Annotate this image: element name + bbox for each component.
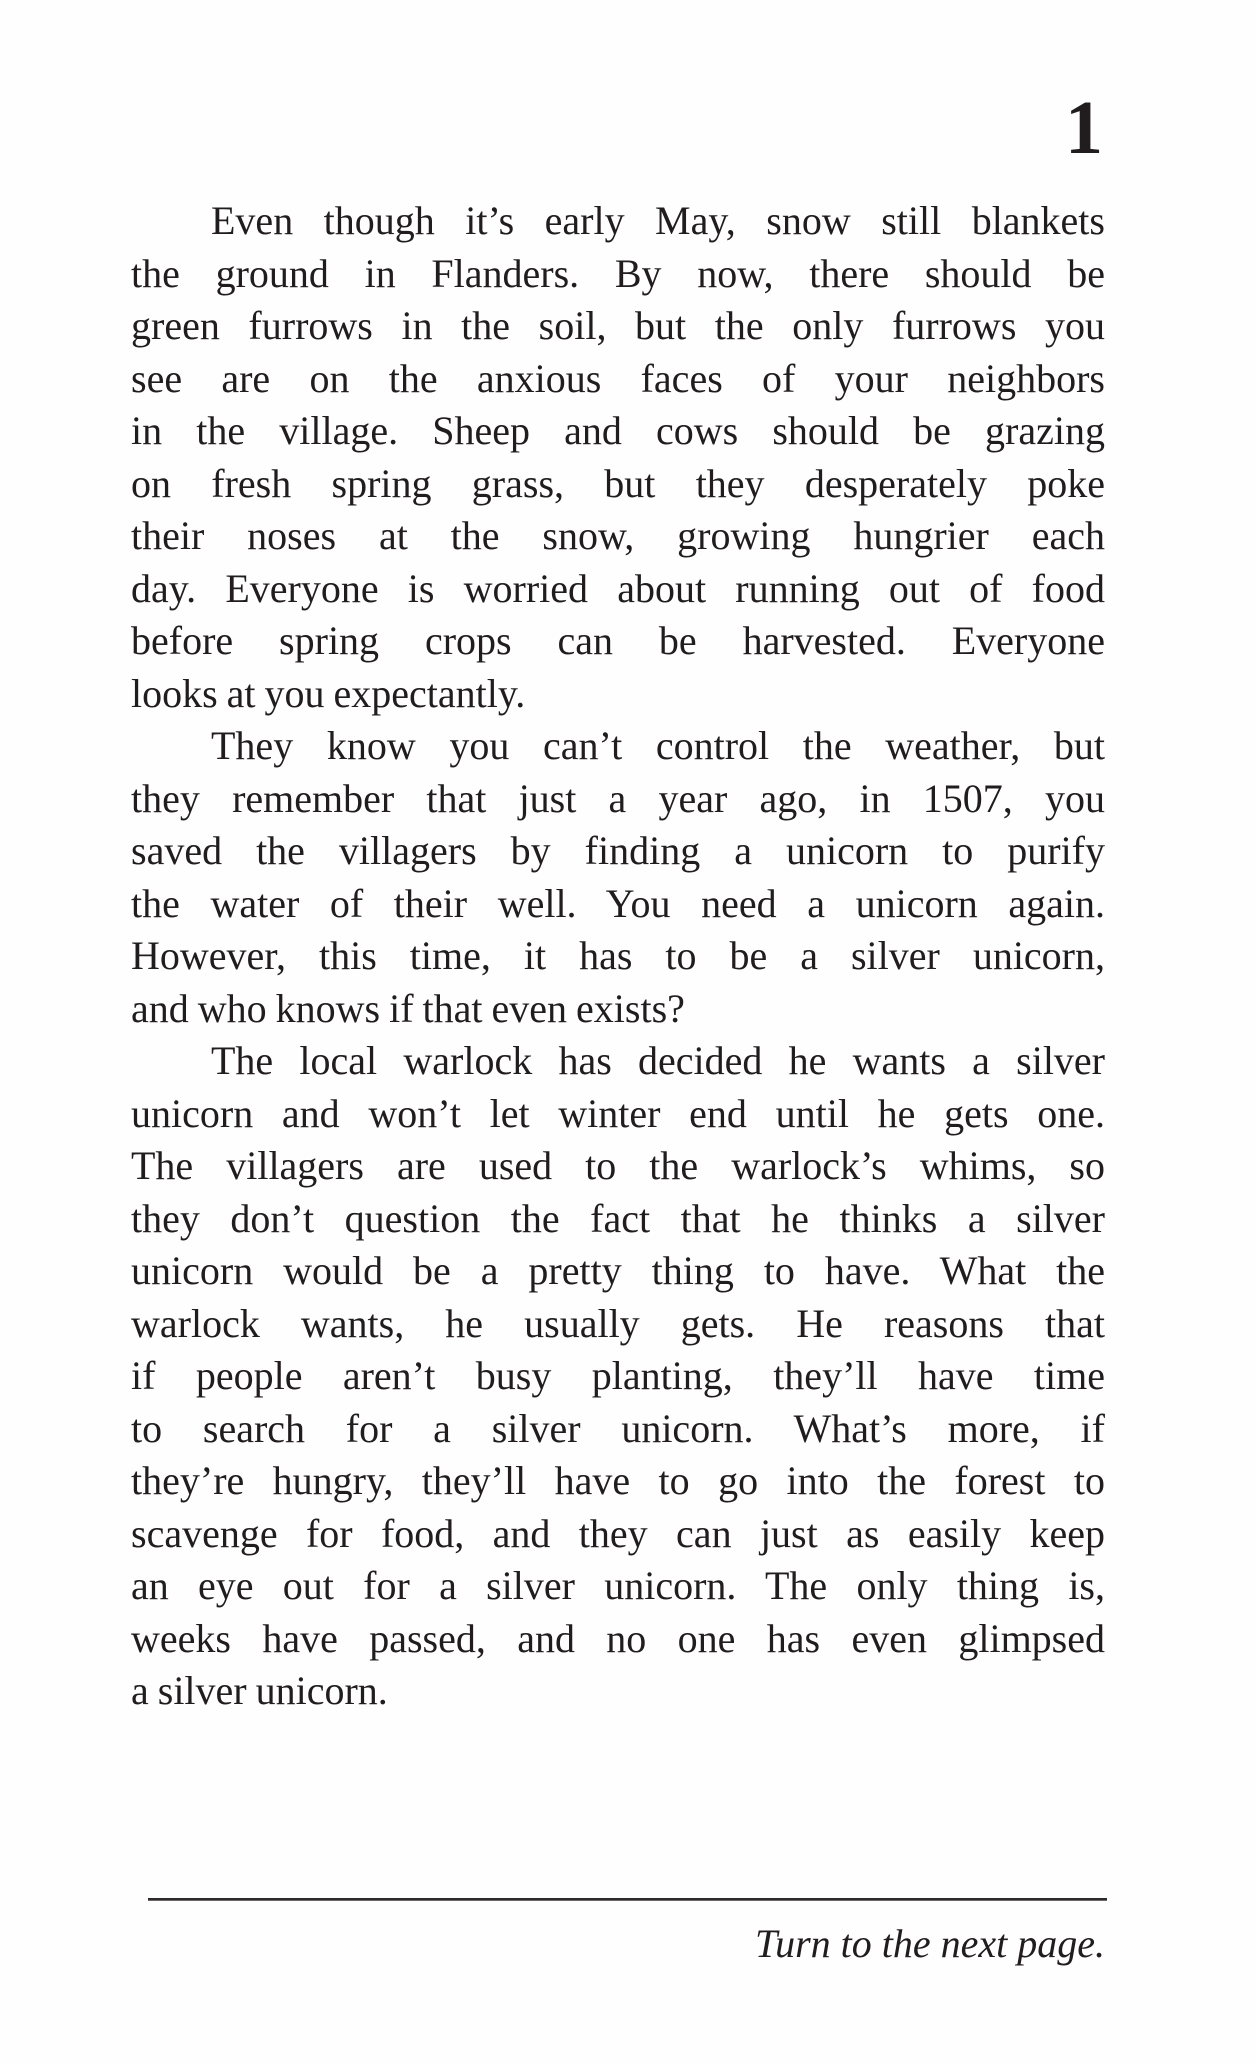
text-line: before spring crops can be harvested. Everyone [131,618,1105,663]
text-line: unicorn and won’t let winter end until he gets one. [131,1090,1105,1136]
turn-page-instruction: Turn to the next page. [755,1921,1105,1966]
text-line: the ground in Flanders. By now, there should be [131,250,1105,296]
text-line: they don’t question the fact that he thinks a silver [131,1195,1105,1241]
footer-divider [148,1898,1107,1901]
text-line: see are on the anxious faces of your neighbors [131,355,1105,401]
text-line: and who knows if that even exists? [131,985,685,1031]
text-line: in the village. Sheep and cows should be grazing [131,408,1105,453]
text-line: unicorn would be a pretty thing to have. What the [131,1248,1105,1293]
text-line: their noses at the snow, growing hungrier each [131,513,1105,558]
text-line: day. Everyone is worried about running out of food [131,565,1105,611]
text-line: However, this time, it has to be a silver unicorn, [131,933,1105,978]
text-line: they remember that just a year ago, in 1507, you [131,775,1105,821]
text-line: The local warlock has decided he wants a silver [211,1038,1105,1083]
text-line: looks at you expectantly. [131,670,526,716]
text-line: They know you can’t control the weather, but [211,723,1105,768]
text-line: saved the villagers by finding a unicorn to purify [131,828,1105,873]
page-number: 1 [1065,86,1102,170]
text-line: an eye out for a silver unicorn. The only thing is, [131,1563,1105,1608]
text-line: green furrows in the soil, but the only furrows you [131,303,1105,348]
story-text [131,195,1105,1718]
text-line: to search for a silver unicorn. What’s more, if [131,1405,1105,1451]
text-line: they’re hungry, they’ll have to go into the forest to [131,1458,1105,1503]
text-line: The villagers are used to the warlock’s whims, so [131,1143,1105,1188]
text-line: the water of their well. You need a unicorn again. [131,880,1105,926]
text-line: warlock wants, he usually gets. He reasons that [131,1300,1105,1346]
text-line: Even though it’s early May, snow still blankets [211,198,1105,243]
text-line: on fresh spring grass, but they desperately poke [131,460,1105,506]
text-line: a silver unicorn. [131,1668,388,1713]
text-line: if people aren’t busy planting, they’ll have time [131,1353,1105,1398]
text-line: weeks have passed, and no one has even glimpsed [131,1615,1105,1661]
text-line: scavenge for food, and they can just as easily keep [131,1510,1105,1556]
